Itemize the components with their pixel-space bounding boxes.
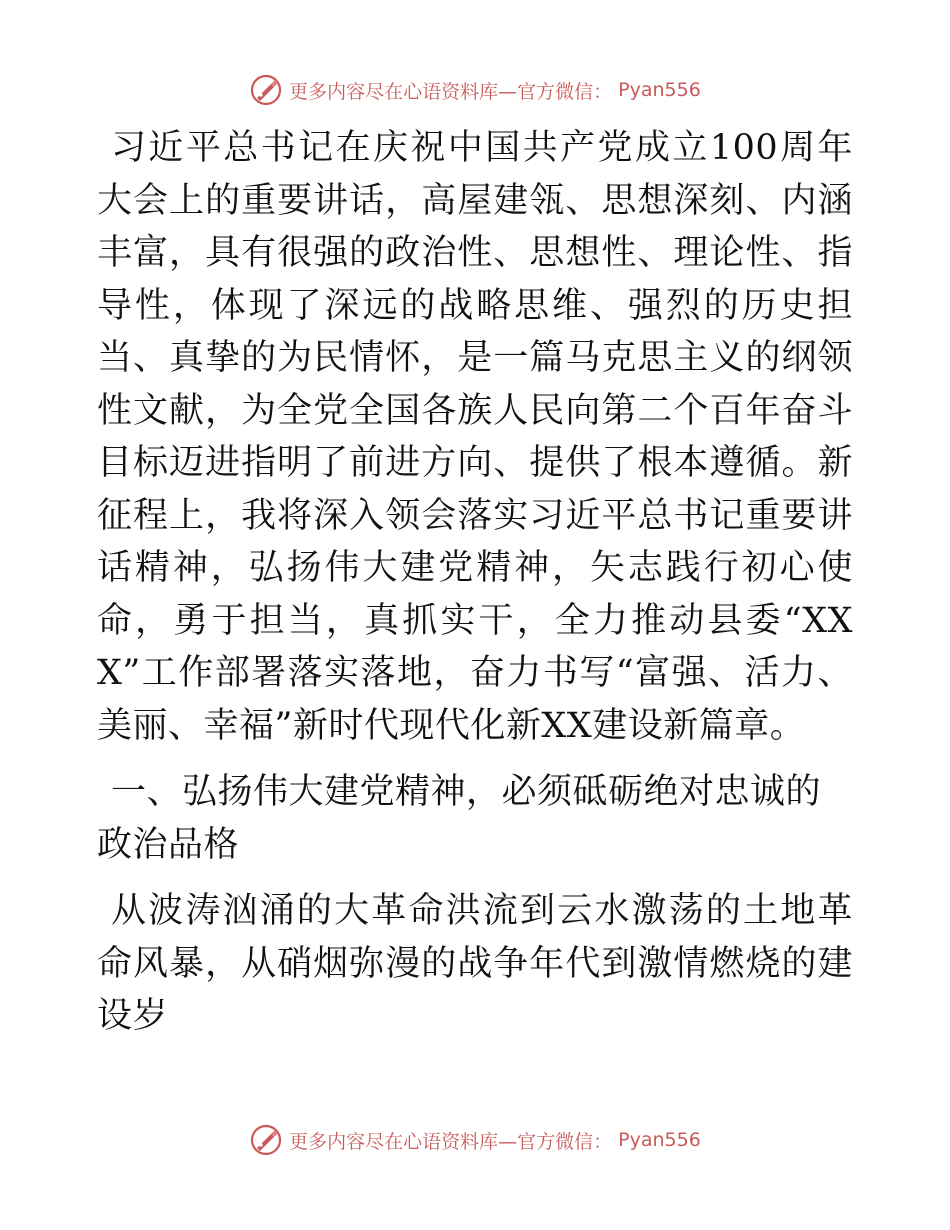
pen-logo-icon [249, 1123, 283, 1157]
section-1-paragraph: 从波涛汹涌的大革命洪流到云水激荡的土地革命风暴，从硝烟弥漫的战争年代到激情燃烧的建设岁 [97, 891, 853, 1036]
watermark-wechat-id: Pyan556 [618, 1129, 701, 1151]
watermark-text: 更多内容尽在心语资料库—官方微信： [289, 80, 613, 103]
section-heading-1: 一、弘扬伟大建党精神，必须砥砺绝对忠诚的政治品格 [97, 772, 822, 865]
document-body [97, 122, 853, 1043]
header-watermark [0, 70, 950, 110]
intro-paragraph: 习近平总书记在庆祝中国共产党成立100周年大会上的重要讲话，高屋建瓴、思想深刻、内涵丰富，具有很强的政治性、思想性、理论性、指导性，体现了深远的战略思维、强烈的历史担当、真挚的为民情怀，是一篇马克思主义的纲领性文献，为全党全国各族人民向第二个百年奋斗目标迈进指明了前进方向、提供了根本遵循。新征程上，我将深入领会落实习近平总书记重要讲话精神，弘扬伟大建党精神，矢志践行初心使命，勇于担当，真抓实干，全力推动县委“XXX”工作部署落实落地，奋力书写“富强、活力、美丽、幸福”新时代现代化新XX建设新篇章。 [97, 128, 853, 746]
watermark-wechat-id: Pyan556 [618, 79, 701, 101]
watermark-text: 更多内容尽在心语资料库—官方微信： [289, 1130, 613, 1153]
pen-logo-icon [249, 73, 283, 107]
footer-watermark [0, 1120, 950, 1160]
